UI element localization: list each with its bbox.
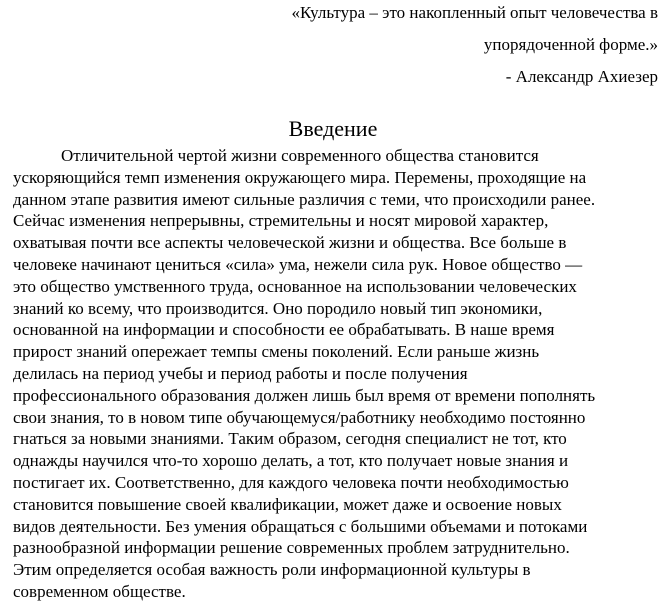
paragraph-line: постигает их. Соответственно, для каждого человека почти необходимостью	[13, 472, 569, 492]
paragraph-line: прирост знаний опережает темпы смены поколений. Если раньше жизнь	[13, 342, 540, 362]
paragraph-line: знаний ко всему, что производится. Оно породило новый тип экономики,	[13, 298, 543, 318]
paragraph-line: Сейчас изменения непрерывны, стремительны и носят мировой характер,	[13, 211, 549, 231]
paragraph-line: профессионального образования должен лишь был время от времени пополнять	[13, 385, 596, 405]
paragraph-line: становится повышение своей квалификации, может даже и освоение новых	[13, 494, 562, 514]
paragraph-line: разнообразной информации решение современных проблем затруднительно.	[13, 538, 570, 558]
paragraph-line: делилась на период учебы и период работы и после получения	[13, 363, 468, 383]
paragraph-line: Этим определяется особая важность роли информационной культуры в	[13, 560, 531, 580]
paragraph-line: данном этапе развития имеют сильные различия с теми, что происходили ранее.	[13, 189, 596, 209]
epigraph-quote-line-1: «Культура – это накопленный опыт человечества в	[291, 3, 658, 22]
body-paragraph	[13, 145, 658, 603]
paragraph-line: гнаться за новыми знаниями. Таким образом, сегодня специалист не тот, кто	[13, 429, 567, 449]
paragraph-line: ускоряющийся темп изменения окружающего мира. Перемены, проходящие на	[13, 167, 587, 187]
paragraph-line: однажды научился что-то хорошо делать, а тот, кто получает новые знания и	[13, 451, 569, 471]
epigraph-quote-line-2: упорядоченной форме.»	[483, 35, 658, 54]
epigraph	[292, 2, 658, 92]
paragraph-line: Отличительной чертой жизни современного общества становится	[61, 146, 539, 165]
paragraph-line: основанной на информации и способности ее обрабатывать. В наше время	[13, 320, 555, 340]
paragraph-line: свои знания, то в новом типе обучающемуся/работнику необходимо постоянно	[13, 407, 586, 427]
paragraph-line: видов деятельности. Без умения обращаться с большими объемами и потоками	[13, 516, 588, 536]
paragraph-line: охватывая почти все аспекты человеческой жизни и общества. Все больше в	[13, 233, 567, 253]
paragraph-line: человеке начинают цениться «сила» ума, нежели сила рук. Новое общество —	[13, 254, 583, 274]
paragraph-line: современном обществе.	[13, 581, 186, 601]
paragraph-line: это общество умственного труда, основанное на использовании человеческих	[13, 276, 577, 296]
section-title: Введение	[288, 116, 378, 141]
epigraph-author: - Александр Ахиезер	[505, 67, 658, 86]
